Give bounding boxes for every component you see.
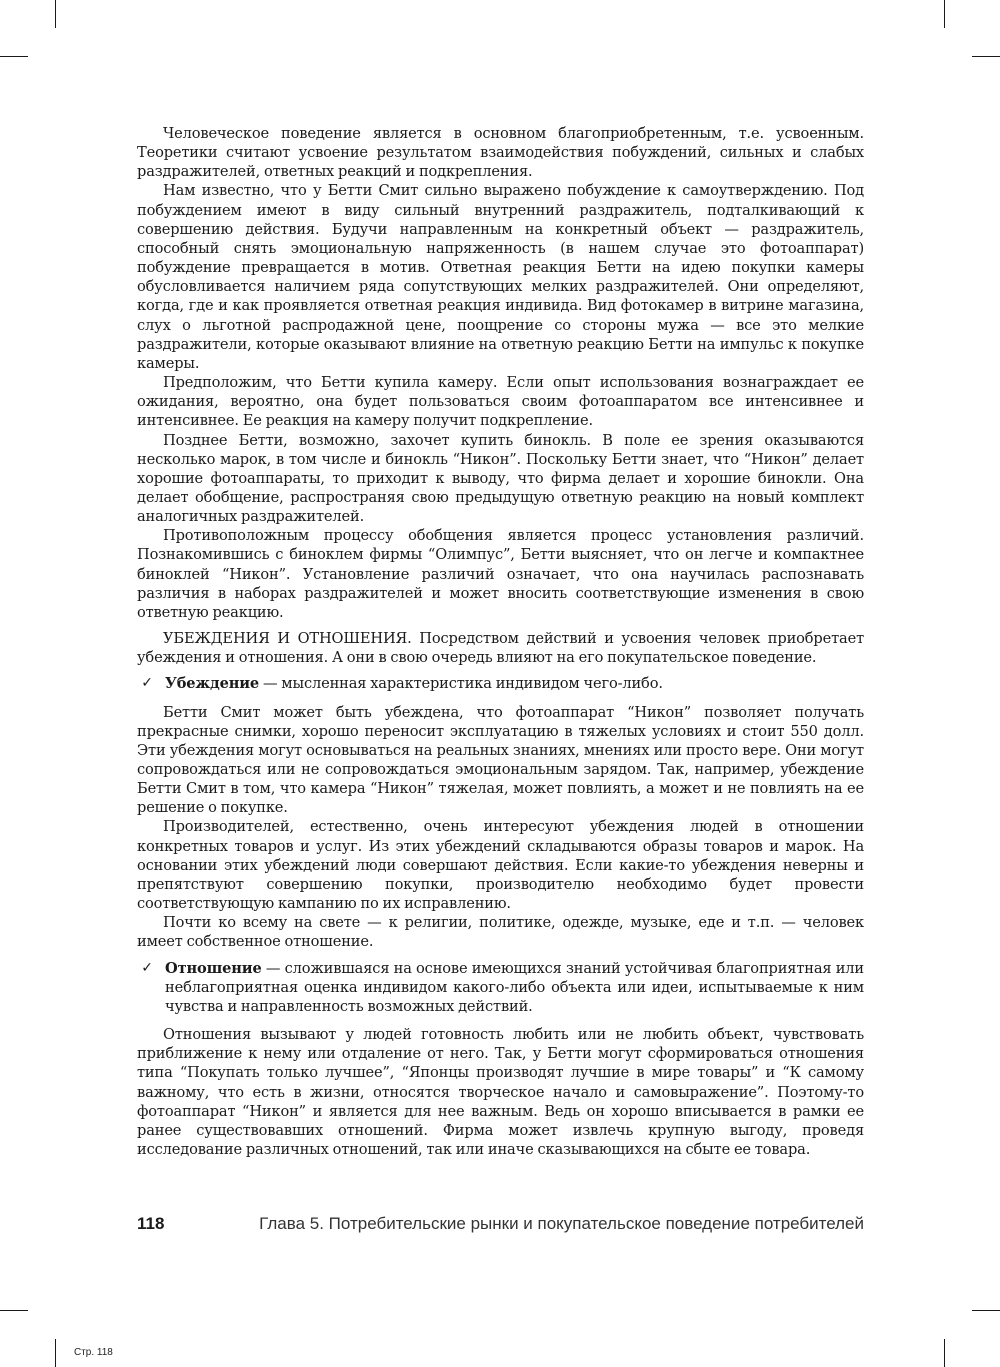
bullet-attitude bbox=[137, 959, 864, 1016]
paragraph: Производителей, естественно, очень интересуют убеждения людей в отношении конкретных товаров и услуг. Из этих убеждений складываются образы товаров и марок. На основании этих убеждений люди совершают действия. Если какие-то убеждения неверны и препятствуют совершению покупки, производителю необходимо будет провести соответствующую кампанию по их исправлению. bbox=[137, 818, 864, 913]
paragraph: Человеческое поведение является в основном благоприобретенным, т.е. усвоенным. Теоретики считают усвоение результатом взаимодействия побуждений, сильных и слабых раздражителей, ответных реакций и подкрепления. bbox=[137, 125, 864, 181]
crop-mark bbox=[0, 56, 28, 57]
bullet-text: — мысленная характеристика индивидом чего-либо. bbox=[259, 675, 663, 693]
paragraph: Отношения вызывают у людей готовность любить или не любить объект, чувствовать приближение к нему или отдаление от него. Так, у Бетти могут сформироваться отношения типа “Покупать только лучшее”, “Японцы производят лучшие в мире товары” и “К самому важному, что есть в жизни, относятся творческое начало и самовыражение”. Поэтому-то фотоаппарат “Никон” и является для нее важным. Ведь он хорошо вписывается в рамки ее ранее существовавших отношений. Фирма может извлечь крупную выгоду, проведя исследование различных отношений, так или иначе сказывающихся на сбыте ее товара. bbox=[137, 1026, 864, 1158]
crop-mark bbox=[972, 1310, 1000, 1311]
crop-mark bbox=[944, 1339, 945, 1367]
paragraph: Предположим, что Бетти купила камеру. Если опыт использования вознаграждает ее ожидания, вероятно, она будет пользоваться своим фотоаппаратом все интенсивнее и интенсивнее. Ее реакция на камеру получит подкрепление. bbox=[137, 374, 864, 430]
checkmark-icon: ✓ bbox=[141, 959, 153, 976]
bullet-term: Отношение bbox=[165, 959, 262, 977]
paragraph: Нам известно, что у Бетти Смит сильно выражено побуждение к самоутверждению. Под побуждением имеют в виду сильный внутренний раздражитель, подталкивающий к совершению действия. Будучи направленным на конкретный объект — раздражитель, способный снять эмоциональную напряженность (в нашем случае это фотоаппарат) побуждение превращается в мотив. Ответная реакция Бетти на идею покупки камеры обусловливается наличием ряда сопутствующих мелких раздражителей. Они определяют, когда, где и как проявляется ответная реакция индивида. Вид фотокамер в витрине магазина, слух о льготной распродажной цене, поощрение со стороны мужа — все это мелкие раздражители, которые оказывают влияние на ответную реакцию Бетти на импульс к покупке камеры. bbox=[137, 182, 864, 372]
paragraph: Почти ко всему на свете — к религии, политике, одежде, музыке, еде и т.п. — человек имеет собственное отношение. bbox=[137, 914, 864, 951]
crop-mark bbox=[972, 56, 1000, 57]
crop-mark bbox=[944, 0, 945, 28]
bullet-text: — сложившаяся на основе имеющихся знаний устойчивая благоприятная или неблагоприятная оценка индивидом какого-либо объекта или идеи, испытываемые к ним чувства и направленность возможных действий. bbox=[165, 959, 864, 1015]
page-number: 118 bbox=[137, 1214, 165, 1233]
paragraph: Противоположным процессу обобщения является процесс установления различий. Познакомившись с биноклем фирмы “Олимпус”, Бетти выясняет, что он легче и компактнее биноклей “Никон”. Установление различий означает, что она научилась распознавать различия в наборах раздражителей и может вносить соответствующие изменения в свою ответную реакцию. bbox=[137, 527, 864, 621]
section-intro: УБЕЖДЕНИЯ И ОТНОШЕНИЯ. Посредством действий и усвоения человек приобретает убеждения и отношения. А они в свою очередь влияют на его покупательское поведение. bbox=[137, 630, 864, 667]
checkmark-icon: ✓ bbox=[141, 675, 153, 692]
body-text bbox=[137, 124, 864, 1159]
crop-mark bbox=[55, 1339, 56, 1367]
bullet-term: Убеждение bbox=[165, 675, 260, 693]
crop-mark bbox=[0, 1310, 28, 1311]
bullet-belief bbox=[137, 674, 864, 693]
paragraph: Позднее Бетти, возможно, захочет купить бинокль. В поле ее зрения оказываются несколько марок, в том числе и бинокль “Никон”. Поскольку Бетти знает, что “Никон” делает хорошие фотоаппараты, то приходит к выводу, что фирма делает и хорошие бинокли. Она делает обобщение, распространяя свою предыдущую ответную реакцию на новый комплект аналогичных раздражителей. bbox=[137, 431, 864, 526]
paragraph: Бетти Смит может быть убеждена, что фотоаппарат “Никон” позволяет получать прекрасные снимки, хорошо переносит эксплуатацию в тяжелых условиях и стоит 550 долл. Эти убеждения могут основываться на реальных знаниях, мнениях или просто вере. Они могут сопровождаться или не сопровождаться эмоциональным зарядом. Так, например, убеждение Бетти Смит в том, что камера “Никон” тяжелая, может повлиять, а может и не повлиять на ее решение о покупке. bbox=[137, 703, 864, 817]
crop-mark bbox=[55, 0, 56, 28]
running-footer-title: Глава 5. Потребительские рынки и покупательское поведение потребителей bbox=[259, 1214, 864, 1233]
page-label: Стр. 118 bbox=[74, 1347, 113, 1358]
